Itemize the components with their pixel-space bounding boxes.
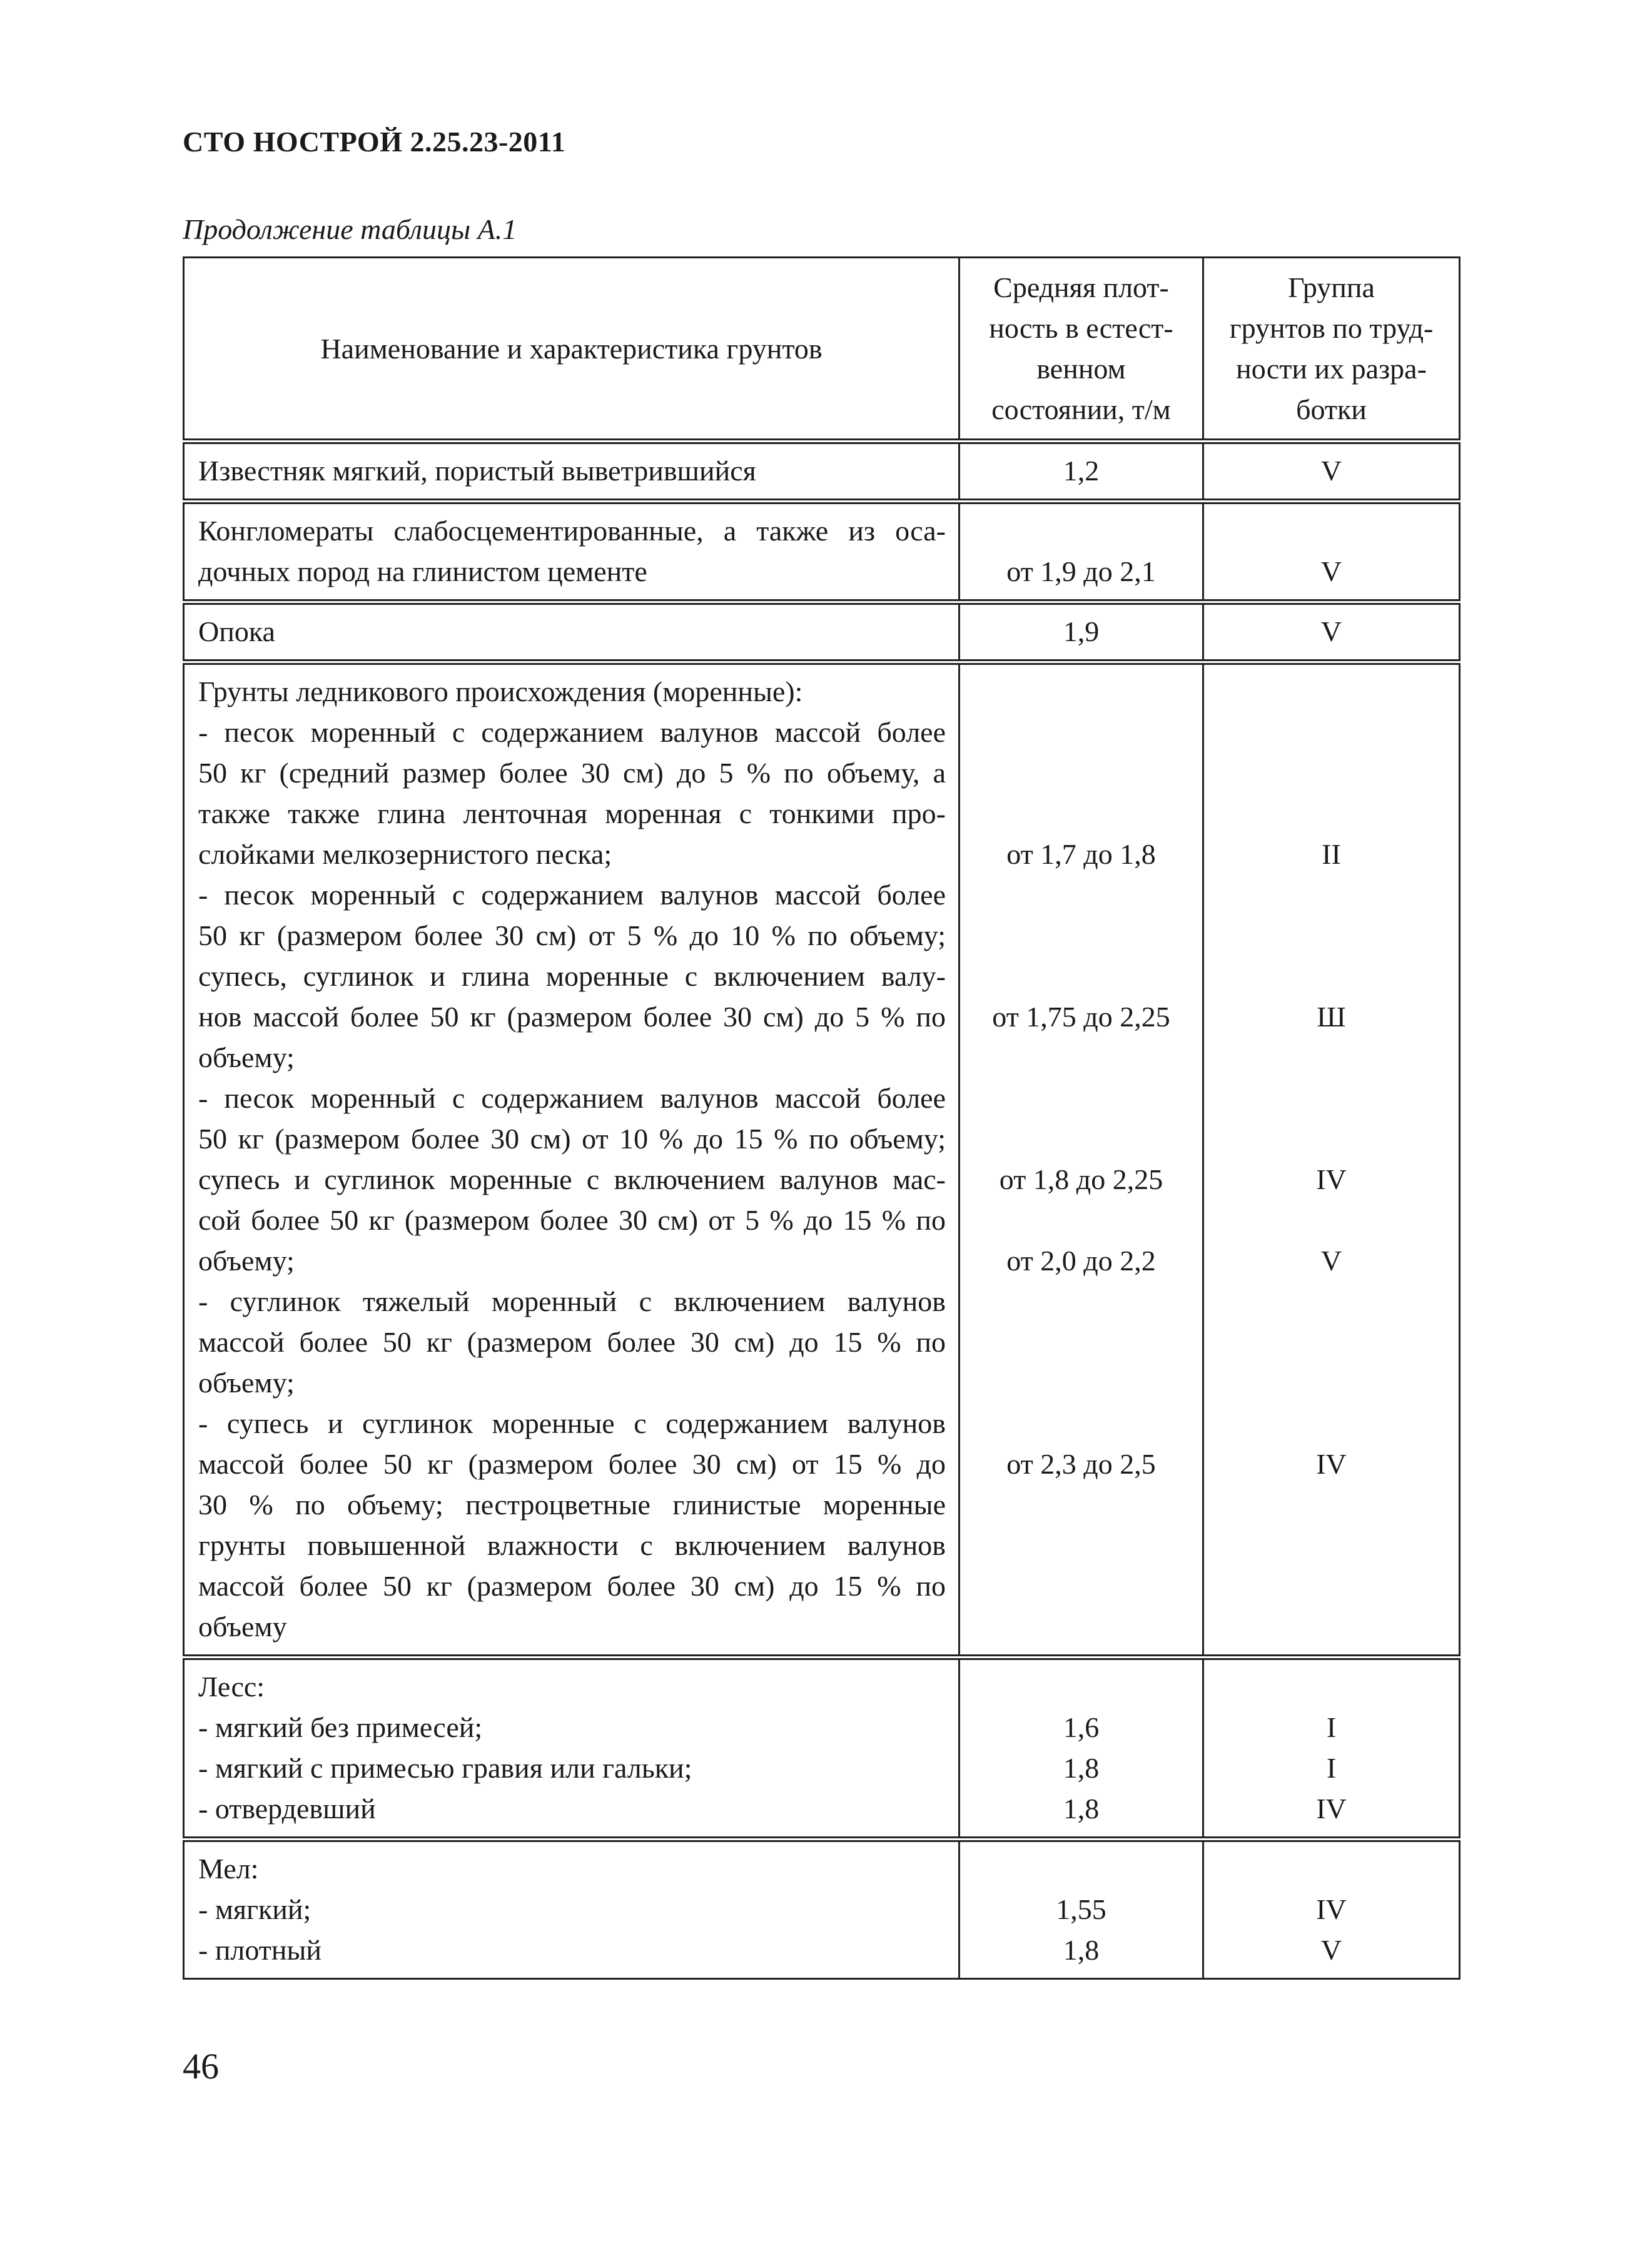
group-value	[1209, 1037, 1454, 1078]
group-cell	[1203, 1658, 1460, 1840]
group-cell	[1203, 662, 1460, 1658]
table-caption: Продолжение таблицы А.1	[183, 213, 517, 245]
soil-name-line: - мягкий;	[198, 1893, 311, 1925]
group-value: V	[1320, 1245, 1342, 1277]
soil-name-line: слойками мелкозернистого песка;	[198, 838, 612, 870]
density-value	[965, 1525, 1197, 1566]
density-value: от 1,8 до 2,25	[999, 1163, 1163, 1195]
density-value: от 2,3 до 2,5	[1006, 1448, 1156, 1480]
table-header-row	[184, 258, 1460, 442]
column-header-density-line: состоянии, т/м	[991, 393, 1171, 425]
density-value	[965, 1606, 1197, 1647]
soil-name-line: Лесс:	[198, 1671, 265, 1703]
density-cell	[959, 1658, 1203, 1840]
column-header-group-line: грунтов по труд-	[1229, 312, 1434, 344]
group-value: V	[1320, 555, 1342, 587]
density-value: 1,6	[1063, 1711, 1100, 1743]
soil-name-line: объему	[198, 1611, 287, 1643]
soil-name-line: Мел:	[198, 1853, 259, 1885]
soil-name-line: Конгломераты слабосцементированные, а также из оса-	[198, 515, 946, 547]
density-value: 1,2	[1063, 455, 1100, 487]
soil-name-line: массой более 50 кг (размером более 30 см) от 15 % до	[198, 1448, 946, 1480]
group-value	[1209, 1362, 1454, 1403]
group-value: IV	[1316, 1163, 1347, 1195]
density-value: 1,8	[1063, 1793, 1100, 1825]
group-value	[1209, 1606, 1454, 1647]
group-value	[1209, 1078, 1454, 1118]
soil-name-line: супесь и суглинок моренные с включением валунов мас-	[198, 1163, 946, 1195]
soil-name-line: объему;	[198, 1245, 295, 1277]
group-value	[1209, 1484, 1454, 1525]
density-cell	[959, 1840, 1203, 1979]
column-header-density-line: венном	[1036, 353, 1126, 385]
density-value	[965, 1566, 1197, 1606]
soil-name-line: объему;	[198, 1367, 295, 1399]
soil-name-line: 50 кг (размером более 30 см) от 5 % до 10 % по объему;	[198, 919, 946, 951]
column-header-group-line: Группа	[1288, 271, 1375, 303]
density-cell	[959, 442, 1203, 502]
group-value	[1209, 956, 1454, 996]
group-value	[1209, 793, 1454, 834]
document-code: СТО НОСТРОЙ 2.25.23-2011	[183, 126, 566, 158]
group-value	[1209, 1403, 1454, 1444]
table-row	[184, 442, 1460, 502]
group-value: IV	[1316, 1793, 1347, 1825]
density-value: 1,8	[1063, 1934, 1100, 1966]
group-value	[1209, 1322, 1454, 1362]
table-header	[184, 258, 1460, 442]
soil-name-line: - мягкий без примесей;	[198, 1711, 483, 1743]
soil-name-line: 30 % по объему; пестроцветные глинистые моренные	[198, 1489, 946, 1521]
soil-name-line: массой более 50 кг (размером более 30 см) до 15 % по	[198, 1570, 946, 1602]
soil-name-line: нов массой более 50 кг (размером более 30 см) до 5 % по	[198, 1001, 946, 1033]
group-value	[1209, 915, 1454, 956]
table-row	[184, 502, 1460, 602]
density-value: 1,8	[1063, 1752, 1100, 1784]
soil-name-line: - песок моренный с содержанием валунов массой более	[198, 879, 946, 911]
density-value	[965, 915, 1197, 956]
density-value	[965, 671, 1197, 712]
column-header-density-line: Средняя плот-	[993, 271, 1169, 303]
density-value: от 1,7 до 1,8	[1006, 838, 1156, 870]
soil-table	[183, 256, 1460, 1980]
soil-name-line: также также глина ленточная моренная с тонкими про-	[198, 797, 946, 829]
density-value	[965, 752, 1197, 793]
group-value	[1209, 1200, 1454, 1240]
density-value: от 1,9 до 2,1	[1006, 555, 1156, 587]
density-value	[965, 956, 1197, 996]
density-value	[965, 1362, 1197, 1403]
density-value	[965, 1281, 1197, 1322]
group-cell	[1203, 602, 1460, 662]
column-header-group	[1203, 258, 1460, 442]
group-value	[1209, 1281, 1454, 1322]
group-value	[1209, 1118, 1454, 1159]
group-cell	[1203, 442, 1460, 502]
density-value: от 1,75 до 2,25	[992, 1001, 1170, 1033]
soil-name-line: - супесь и суглинок моренные с содержанием валунов	[198, 1407, 946, 1439]
density-value: от 2,0 до 2,2	[1006, 1245, 1156, 1277]
column-header-name: Наименование и характеристика грунтов	[184, 258, 959, 442]
table-row	[184, 1840, 1460, 1979]
density-value: 1,55	[1056, 1893, 1106, 1925]
density-value	[965, 1118, 1197, 1159]
density-value	[965, 874, 1197, 915]
density-value	[965, 793, 1197, 834]
column-header-density-line: ность в естест-	[989, 312, 1173, 344]
density-value	[965, 510, 1197, 551]
soil-name-line: супесь, суглинок и глина моренные с включением валу-	[198, 960, 946, 992]
column-header-density	[959, 258, 1203, 442]
group-value: IV	[1316, 1448, 1347, 1480]
soil-name-line: Опока	[198, 615, 275, 647]
soil-name-cell	[184, 1840, 959, 1979]
soil-name-line: - плотный	[198, 1934, 322, 1966]
density-value	[965, 1848, 1197, 1889]
soil-name-line: объему;	[198, 1041, 295, 1073]
soil-name-cell	[184, 1658, 959, 1840]
density-cell	[959, 602, 1203, 662]
page-number: 46	[183, 2046, 219, 2087]
group-value	[1209, 712, 1454, 752]
soil-name-cell	[184, 602, 959, 662]
group-value	[1209, 752, 1454, 793]
soil-name-line: - песок моренный с содержанием валунов массой более	[198, 716, 946, 748]
density-cell	[959, 662, 1203, 1658]
group-value	[1209, 1666, 1454, 1707]
column-header-group-line: ности их разра-	[1236, 353, 1427, 385]
density-value	[965, 712, 1197, 752]
group-value: V	[1320, 1934, 1342, 1966]
soil-name-cell	[184, 662, 959, 1658]
soil-name-cell	[184, 502, 959, 602]
group-cell	[1203, 1840, 1460, 1979]
density-value	[965, 1322, 1197, 1362]
table-row	[184, 1658, 1460, 1840]
soil-name-line: 50 кг (размером более 30 см) от 10 % до 15 % по объему;	[198, 1123, 946, 1155]
table-row	[184, 602, 1460, 662]
density-value: 1,9	[1063, 615, 1100, 647]
group-value	[1209, 1848, 1454, 1889]
soil-name-line: грунты повышенной влажности с включением валунов	[198, 1529, 946, 1561]
density-value	[965, 1078, 1197, 1118]
group-value: V	[1320, 615, 1342, 647]
soil-name-line: - отвердевший	[198, 1793, 376, 1825]
group-value: I	[1326, 1752, 1337, 1784]
group-value: II	[1322, 838, 1341, 870]
soil-name-line: - суглинок тяжелый моренный с включением валунов	[198, 1285, 946, 1317]
soil-name-line: Известняк мягкий, пористый выветрившийся	[198, 455, 756, 487]
density-value	[965, 1403, 1197, 1444]
soil-name-line: сой более 50 кг (размером более 30 см) от 5 % до 15 % по	[198, 1204, 946, 1236]
group-value	[1209, 1566, 1454, 1606]
group-value	[1209, 1525, 1454, 1566]
soil-name-line: 50 кг (средний размер более 30 см) до 5 % по объему, а	[198, 757, 946, 789]
soil-name-line: - песок моренный с содержанием валунов массой более	[198, 1082, 946, 1114]
column-header-group-line: ботки	[1296, 393, 1367, 425]
group-value: IV	[1316, 1893, 1347, 1925]
density-value	[965, 1666, 1197, 1707]
soil-name-line: массой более 50 кг (размером более 30 см) до 15 % по	[198, 1326, 946, 1358]
table-body	[184, 442, 1460, 1979]
density-value	[965, 1200, 1197, 1240]
group-cell	[1203, 502, 1460, 602]
group-value	[1209, 510, 1454, 551]
density-cell	[959, 502, 1203, 602]
density-value	[965, 1484, 1197, 1525]
soil-name-line: дочных пород на глинистом цементе	[198, 555, 647, 587]
group-value	[1209, 671, 1454, 712]
soil-name-cell	[184, 442, 959, 502]
group-value: Ш	[1317, 1001, 1346, 1033]
group-value: I	[1326, 1711, 1337, 1743]
group-value: V	[1320, 455, 1342, 487]
soil-name-line: Грунты ледникового происхождения (моренные):	[198, 676, 803, 707]
soil-table-container	[183, 256, 1459, 1980]
table-row	[184, 662, 1460, 1658]
group-value	[1209, 874, 1454, 915]
density-value	[965, 1037, 1197, 1078]
soil-name-line: - мягкий с примесью гравия или гальки;	[198, 1752, 692, 1784]
